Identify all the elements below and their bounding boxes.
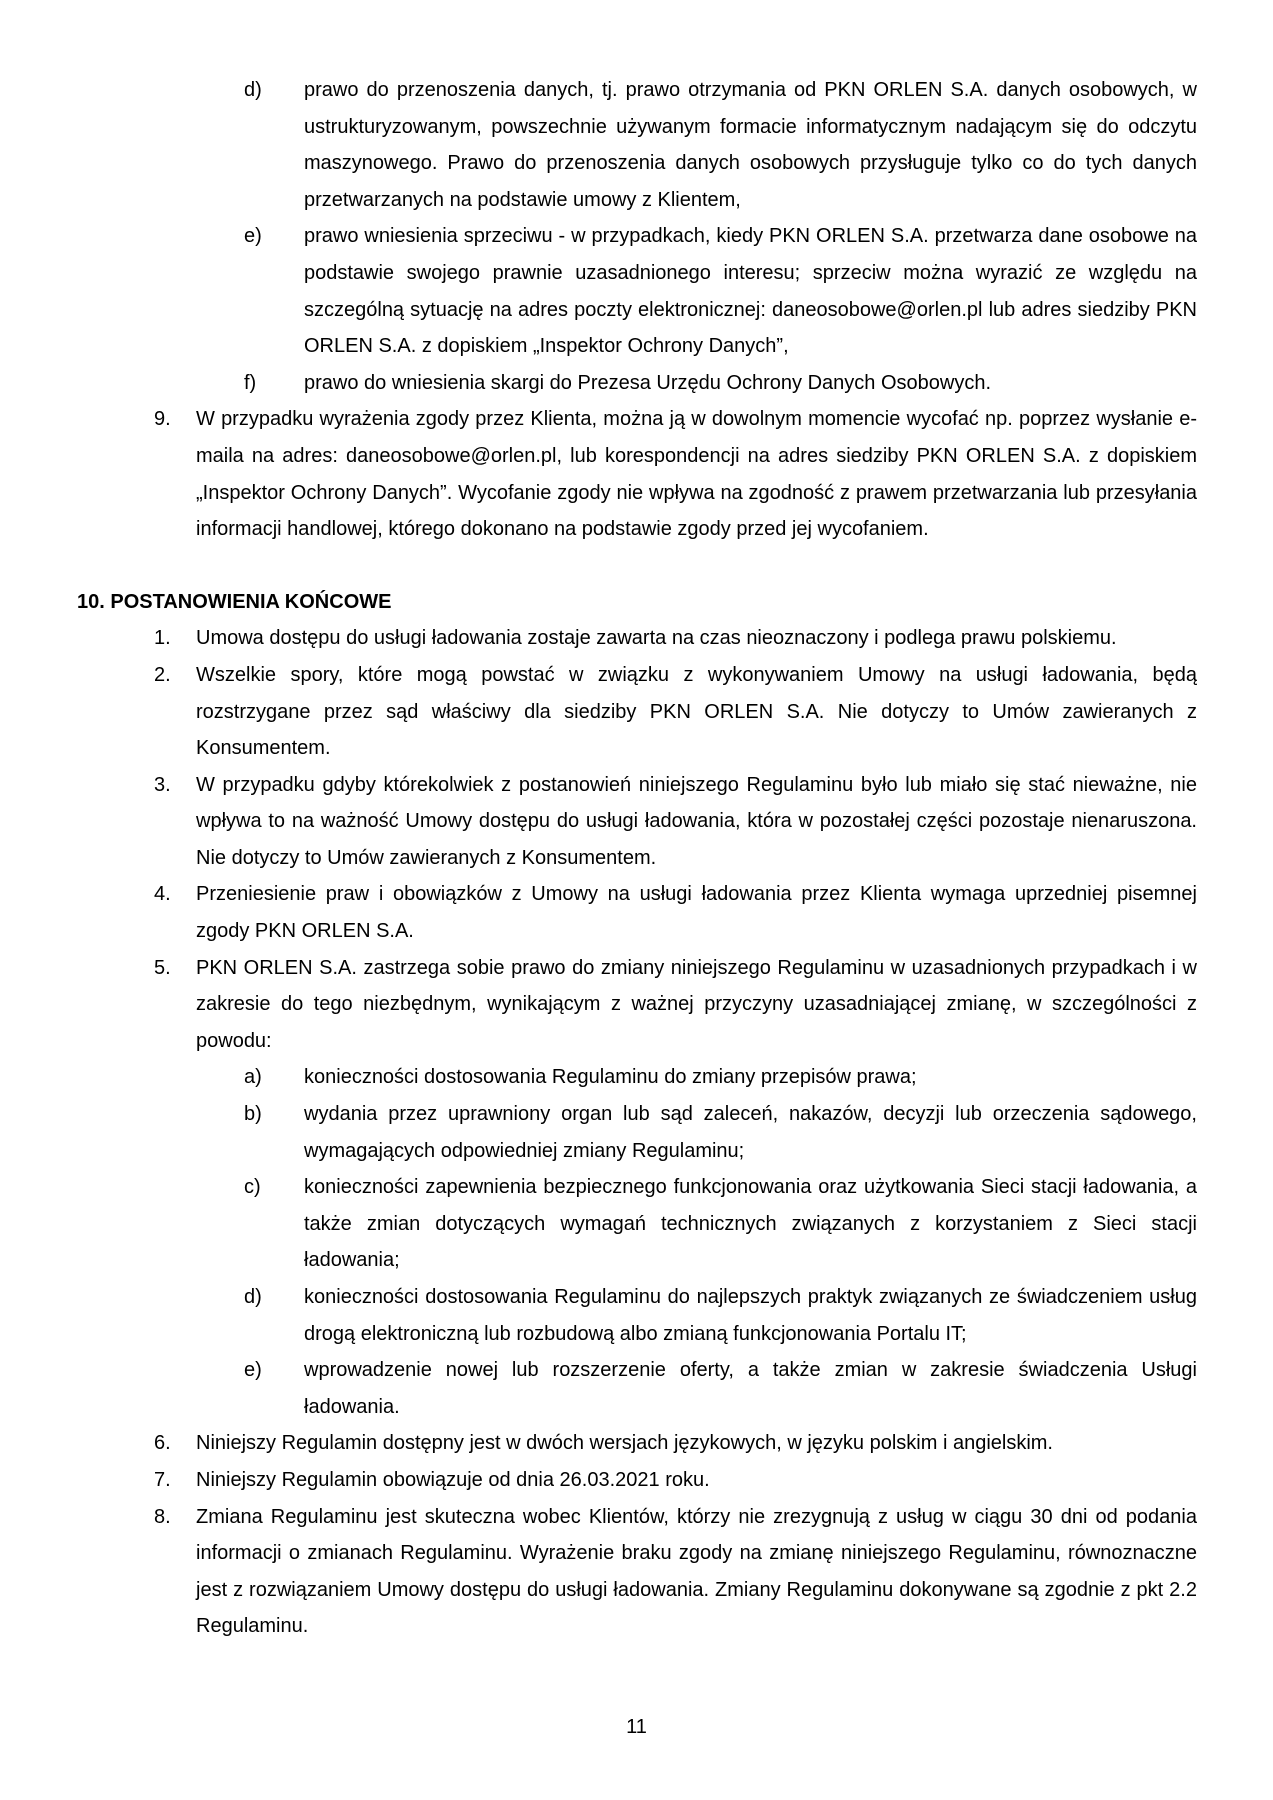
list-marker: d) [244, 1286, 262, 1308]
numbered-item-5 [154, 950, 1197, 1060]
sub-item-d [244, 1279, 1197, 1352]
page-number: 11 [626, 1716, 647, 1738]
list-marker: 7. [154, 1468, 171, 1491]
list-marker: 5. [154, 956, 171, 979]
numbered-item-6 [154, 1425, 1197, 1462]
list-item-d [244, 72, 1197, 218]
list-item-text: W przypadku wyrażenia zgody przez Klienta, można ją w dowolnym momencie wycofać np. poprzez wysłanie e-maila na adres: daneosobowe@orlen.pl, lub korespondencji na adres siedziby PKN ORLEN S.A. z dopiskiem „Inspektor Ochrony Danych”. Wycofanie zgody nie wpływa na zgodność z prawem przetwarzania lub przesyłania informacji handlowej, którego dokonano na podstawie zgody przed jej wycofaniem. [196, 408, 1197, 541]
list-item-text: Zmiana Regulaminu jest skuteczna wobec Klientów, którzy nie zrezygnują z usług w ciągu 30 dni od podania informacji o zmianach Regulaminu. Wyrażenie braku zgody na zmianę niniejszego Regulaminu, równoznaczne jest z rozwiązaniem Umowy dostępu do usługi ładowania. Zmiany Regulaminu dokonywane są zgodnie z pkt 2.2 Regulaminu. [196, 1505, 1197, 1638]
sub-item-a [244, 1059, 1197, 1096]
list-marker: 4. [154, 883, 171, 906]
list-item-text: wydania przez uprawniony organ lub sąd zaleceń, nakazów, decyzji lub orzeczenia sądowego, wymagających odpowiedniej zmiany Regulaminu; [304, 1103, 1197, 1162]
list-item-text: konieczności dostosowania Regulaminu do najlepszych praktyk związanych ze świadczeniem usług drogą elektroniczną lub rozbudową albo zmianą funkcjonowania Portalu IT; [304, 1286, 1197, 1345]
list-item-text: Wszelkie spory, które mogą powstać w związku z wykonywaniem Umowy na usługi ładowania, będą rozstrzygane przez sąd właściwy dla siedziby PKN ORLEN S.A. Nie dotyczy to Umów zawieranych z Konsumentem. [196, 663, 1197, 760]
numbered-item-9 [154, 401, 1197, 547]
list-item-text: Umowa dostępu do usługi ładowania zostaje zawarta na czas nieoznaczony i podlega prawu polskiemu. [196, 627, 1117, 650]
sub-item-b [244, 1096, 1197, 1169]
list-item-text: prawo do wniesienia skargi do Prezesa Urzędu Ochrony Danych Osobowych. [304, 371, 992, 394]
list-marker: a) [244, 1066, 262, 1089]
section-gap [0, 548, 1273, 584]
list-marker: 9. [154, 408, 171, 431]
list-marker: 6. [154, 1432, 171, 1455]
list-item-text: wprowadzenie nowej lub rozszerzenie oferty, a także zmian w zakresie świadczenia Usługi ładowania. [304, 1359, 1197, 1418]
list-item-text: W przypadku gdyby którekolwiek z postanowień niniejszego Regulaminu było lub miało się stać nieważne, nie wpływa to na ważność Umowy dostępu do usługi ładowania, która w pozostałej części pozostaje nienaruszona. Nie dotyczy to Umów zawieranych z Konsumentem. [196, 773, 1197, 869]
list-marker: 1. [154, 627, 171, 650]
list-item-text: konieczności zapewnienia bezpiecznego funkcjonowania oraz użytkowania Sieci stacji ładowania, a także zmian dotyczących wymagań technicznych związanych z korzystaniem z Sieci stacji ładowania; [304, 1176, 1197, 1272]
numbered-item-3 [154, 767, 1197, 877]
list-item-text: prawo wniesienia sprzeciwu - w przypadkach, kiedy PKN ORLEN S.A. przetwarza dane osobowe na podstawie swojego prawnie uzasadnionego interesu; sprzeciw można wyrazić ze względu na szczególną sytuację na adres poczty elektronicznej: daneosobowe@orlen.pl lub adres siedziby PKN ORLEN S.A. z dopiskiem „Inspektor Ochrony Danych”, [304, 225, 1197, 358]
list-marker: e) [244, 1359, 262, 1382]
list-marker: e) [244, 225, 262, 248]
list-item-text: Niniejszy Regulamin dostępny jest w dwóch wersjach językowych, w języku polskim i angielskim. [196, 1432, 1053, 1455]
list-marker: 8. [154, 1505, 171, 1528]
sub-item-c [244, 1169, 1197, 1279]
list-item-e [244, 218, 1197, 364]
sub-item-e [244, 1352, 1197, 1425]
list-item-text: konieczności dostosowania Regulaminu do zmiany przepisów prawa; [304, 1066, 917, 1089]
list-item-f [244, 365, 1197, 402]
list-marker: d) [244, 79, 262, 101]
list-marker: 2. [154, 663, 171, 686]
numbered-item-7 [154, 1462, 1197, 1499]
page-content [0, 72, 1273, 1645]
list-item-text: PKN ORLEN S.A. zastrzega sobie prawo do zmiany niniejszego Regulaminu w uzasadnionych przypadkach i w zakresie do tego niezbędnym, wynikającym z ważnej przyczyny uzasadniającej zmianę, w szczególności z powodu: [196, 956, 1197, 1052]
numbered-item-4 [154, 876, 1197, 949]
list-marker: c) [244, 1176, 261, 1199]
numbered-item-8 [154, 1499, 1197, 1645]
list-marker: 3. [154, 773, 171, 796]
list-item-text: prawo do przenoszenia danych, tj. prawo otrzymania od PKN ORLEN S.A. danych osobowych, w ustrukturyzowanym, powszechnie używanym formacie informatycznym nadającym się do odczytu maszynowego. Prawo do przenoszenia danych osobowych przysługuje tylko co do tych danych przetwarzanych na podstawie umowy z Klientem, [304, 79, 1197, 211]
numbered-item-1 [154, 620, 1197, 657]
list-marker: f) [244, 371, 257, 394]
list-item-text: Przeniesienie praw i obowiązków z Umowy na usługi ładowania przez Klienta wymaga uprzedniej pisemnej zgody PKN ORLEN S.A. [196, 883, 1197, 943]
list-item-text: Niniejszy Regulamin obowiązuje od dnia 26.03.2021 roku. [196, 1468, 710, 1491]
numbered-item-2 [154, 657, 1197, 767]
list-marker: b) [244, 1103, 262, 1126]
section-heading: 10. POSTANOWIENIA KOŃCOWE [77, 590, 392, 613]
